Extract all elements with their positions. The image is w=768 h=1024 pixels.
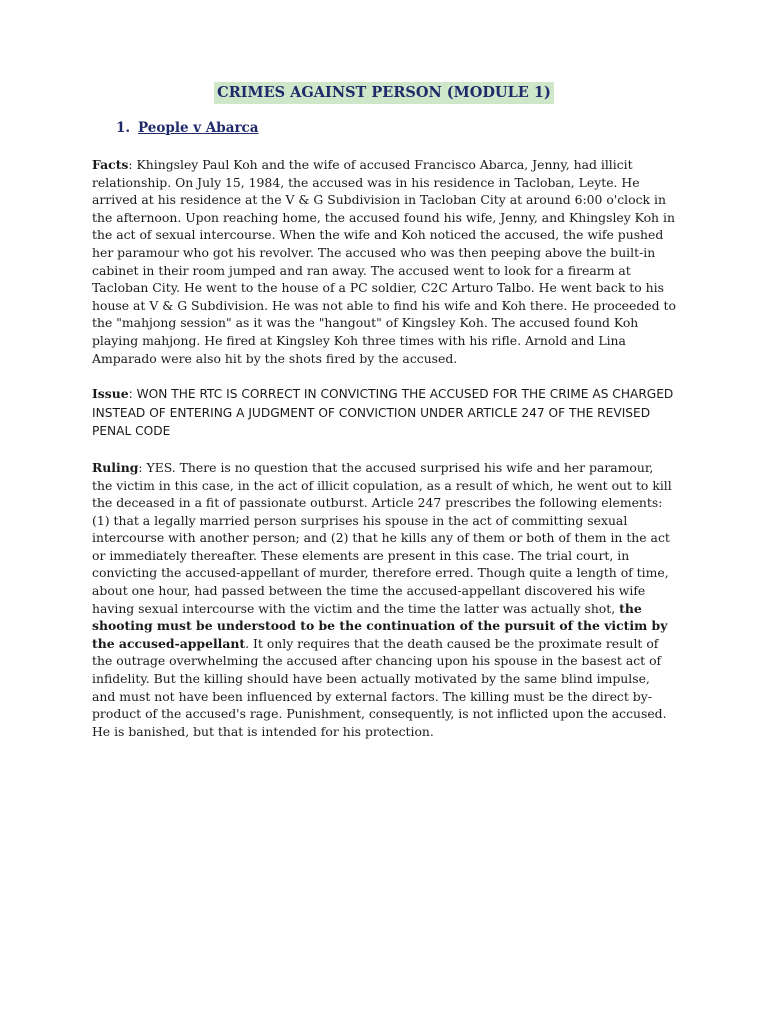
ruling-text-after: . It only requires that the death caused be the proximate result of the outrage overwhelming the accused after chancing upon his spouse in the basest act of infidelity. But the killing should have been actually motivated by the same blind impulse, and must not have been influenced by external factors. The killing must be the direct by-product of the accused's rage. Punishment, consequently, is not inflicted upon the accused. He is banished, but that is intended for his protection. xyxy=(92,635,667,739)
facts-text: : Khingsley Paul Koh and the wife of accused Francisco Abarca, Jenny, had illicit relationship. On July 15, 1984, the accused was in his residence in Tacloban, Leyte. He arrived at his residence at the V & G Subdivision in Tacloban City at around 6:00 o'clock in the afternoon. Upon reaching home, the accused found his wife, Jenny, and Khingsley Koh in the act of sexual intercourse. When the wife and Koh noticed the accused, the wife pushed her paramour who got his revolver. The accused who was then peeping above the built-in cabinet in their room jumped and ran away. The accused went to look for a firearm at Tacloban City. He went to the house of a PC soldier, C2C Arturo Talbo. He went back to his house at V & G Subdivision. He was not able to find his wife and Koh there. He proceeded to the "mahjong session" as it was the "hangout" of Kingsley Koh. The accused found Koh playing mahjong. He fired at Kingsley Koh three times with his rifle. Arnold and Lina Amparado were also hit by the shots fired by the accused. xyxy=(92,157,676,366)
document-page xyxy=(92,82,676,758)
case-number: 1. xyxy=(116,120,131,136)
ruling-text-before: : YES. There is no question that the accused surprised his wife and her paramour, the victim in this case, in the act of illicit copulation, as a result of which, he went out to kill the deceased in a fit of passionate outburst. Article 247 prescribes the following elements: (1) that a legally married person surprises his spouse in the act of committing sexual intercourse with another person; and (2) that he kills any of them or both of them in the act or immediately thereafter. These elements are present in this case. The trial court, in convicting the accused-appellant of murder, therefore erred. Though quite a length of time, about one hour, had passed between the time the accused-appellant discovered his wife having sexual intercourse with the victim and the time the latter was actually shot, xyxy=(92,459,672,616)
issue-label: Issue xyxy=(92,386,129,402)
title-wrapper xyxy=(92,82,676,104)
issue-paragraph xyxy=(92,385,676,441)
ruling-text-bold: the shooting must be understood to be the continuation of the pursuit of the victim by the accused-appellant xyxy=(92,600,668,651)
facts-paragraph xyxy=(92,156,676,367)
document-title: CRIMES AGAINST PERSON (MODULE 1) xyxy=(214,82,554,104)
facts-label: Facts xyxy=(92,157,129,172)
ruling-label: Ruling xyxy=(92,459,139,475)
case-heading xyxy=(116,118,676,138)
ruling-paragraph xyxy=(92,459,676,741)
case-name: People v Abarca xyxy=(138,120,259,136)
issue-text: : WON THE RTC IS CORRECT IN CONVICTING THE ACCUSED FOR THE CRIME AS CHARGED INSTEAD OF ENTERING A JUDGMENT OF CONVICTION UNDER ARTICLE 247 OF THE REVISED PENAL CODE xyxy=(92,387,674,439)
